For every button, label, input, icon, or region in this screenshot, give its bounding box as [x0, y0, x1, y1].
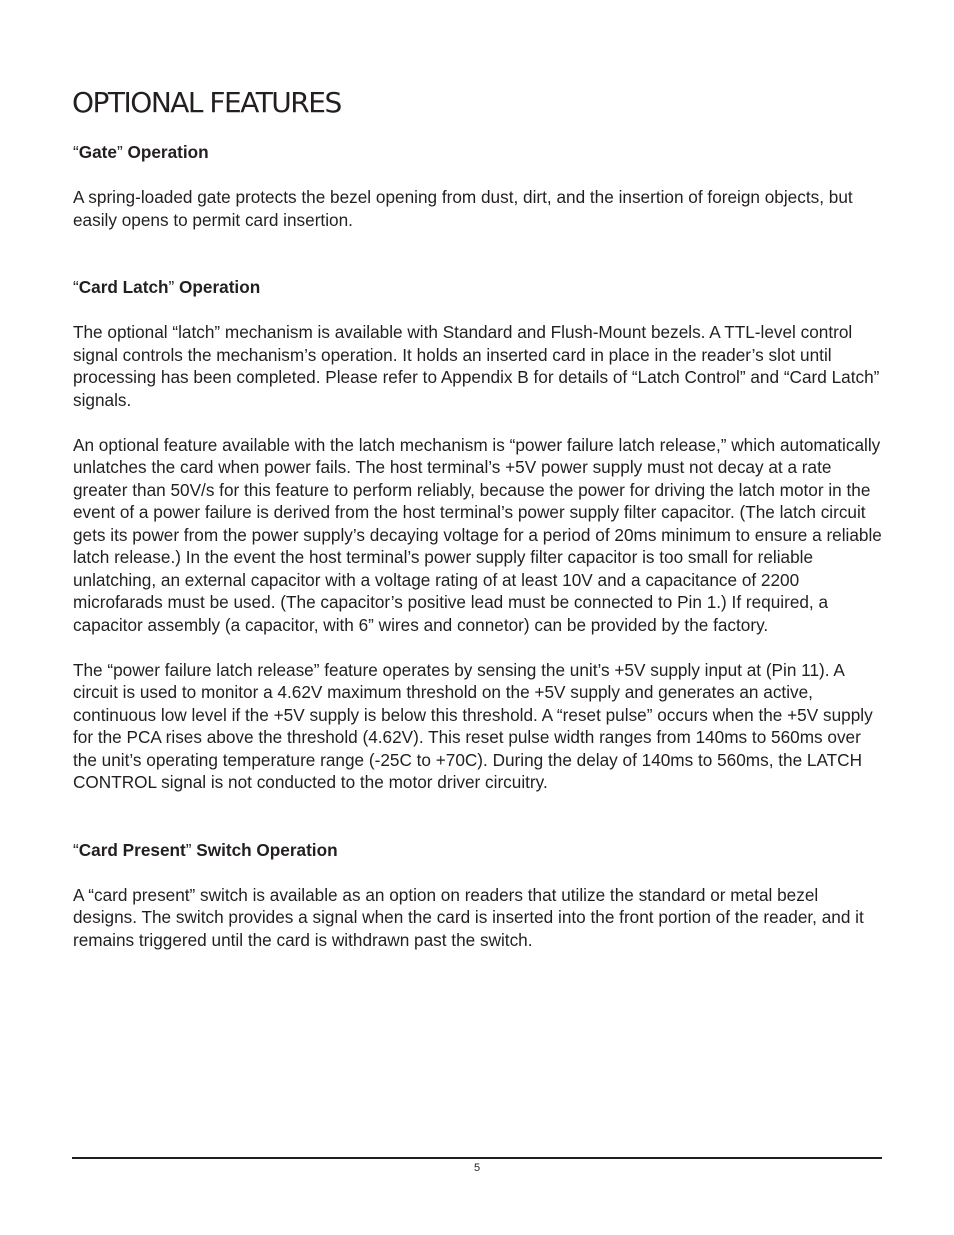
heading-feature-name: Card Latch — [78, 277, 169, 297]
heading-rest: Switch Operation — [196, 839, 338, 860]
page-title: OPTIONAL FEATURES — [72, 86, 341, 119]
section-heading — [73, 276, 883, 299]
footer-divider — [72, 1157, 882, 1159]
body-paragraph: The optional “latch” mechanism is available with Standard and Flush-Mount bezels. A TTL-level control signal controls the mechanism’s operation. It holds an inserted card in place in the reader’s slot until processing has been completed. Please refer to Appendix B for details of “Latch Control” and “Card Latch” signals. — [73, 322, 880, 410]
heading-open-quote: “ — [73, 839, 79, 860]
section-card-present-switch-operation — [73, 839, 883, 952]
heading-close-quote: ” — [116, 142, 123, 162]
section-heading — [73, 839, 883, 862]
section-heading — [73, 141, 883, 164]
section-gate-operation — [73, 141, 883, 231]
heading-rest: Operation — [127, 142, 209, 162]
page-number: 5 — [473, 1162, 481, 1174]
body-paragraph: A spring-loaded gate protects the bezel opening from dust, dirt, and the insertion of foreign objects, but easily opens to permit card insertion. — [73, 187, 853, 230]
body-paragraph: A “card present” switch is available as an option on readers that utilize the standard or metal bezel designs. The switch provides a signal when the card is inserted into the front portion of the reader, and it remains triggered until the card is withdrawn past the switch. — [73, 884, 864, 950]
heading-feature-name: Gate — [78, 142, 117, 162]
heading-feature-name: Card Present — [78, 839, 186, 860]
page-content — [73, 141, 883, 951]
heading-open-quote: “ — [73, 142, 79, 162]
body-paragraph: An optional feature available with the latch mechanism is “power failure latch release,” which automatically unlatches the card when power fails. The host terminal’s +5V power supply must not decay at a rate greater than 50V/s for this feature to perform reliably, because the power for driving the latch motor in the event of a power failure is derived from the host terminal’s power supply filter capacitor. (The latch circuit gets its power from the power supply’s decaying voltage for a period of 20ms minimum to ensure a reliable latch release.) In the event the host terminal’s power supply filter capacitor is too small for reliable unlatching, an external capacitor with a voltage rating of at least 10V and a capacitance of 2200 microfarads must be used. (The capacitor’s positive lead must be connected to Pin 1.) If required, a capacitor assembly (a capacitor, with 6” wires and connetor) can be provided by the factory. — [73, 434, 882, 635]
heading-open-quote: “ — [73, 277, 79, 297]
body-paragraph: The “power failure latch release” feature operates by sensing the unit’s +5V supply input at (Pin 11). A circuit is used to monitor a 4.62V maximum threshold on the +5V supply and generates an active, continuous low level if the +5V supply is below this threshold. A “reset pulse” occurs when the +5V supply for the PCA rises above the threshold (4.62V). This reset pulse width ranges from 140ms to 560ms over the unit’s operating temperature range (-25C to +70C). During the delay of 140ms to 560ms, the LATCH CONTROL signal is not conducted to the motor driver circuitry. — [73, 659, 873, 792]
heading-rest: Operation — [179, 277, 261, 297]
heading-close-quote: ” — [185, 839, 192, 860]
heading-close-quote: ” — [168, 277, 175, 297]
section-card-latch-operation — [73, 276, 883, 794]
